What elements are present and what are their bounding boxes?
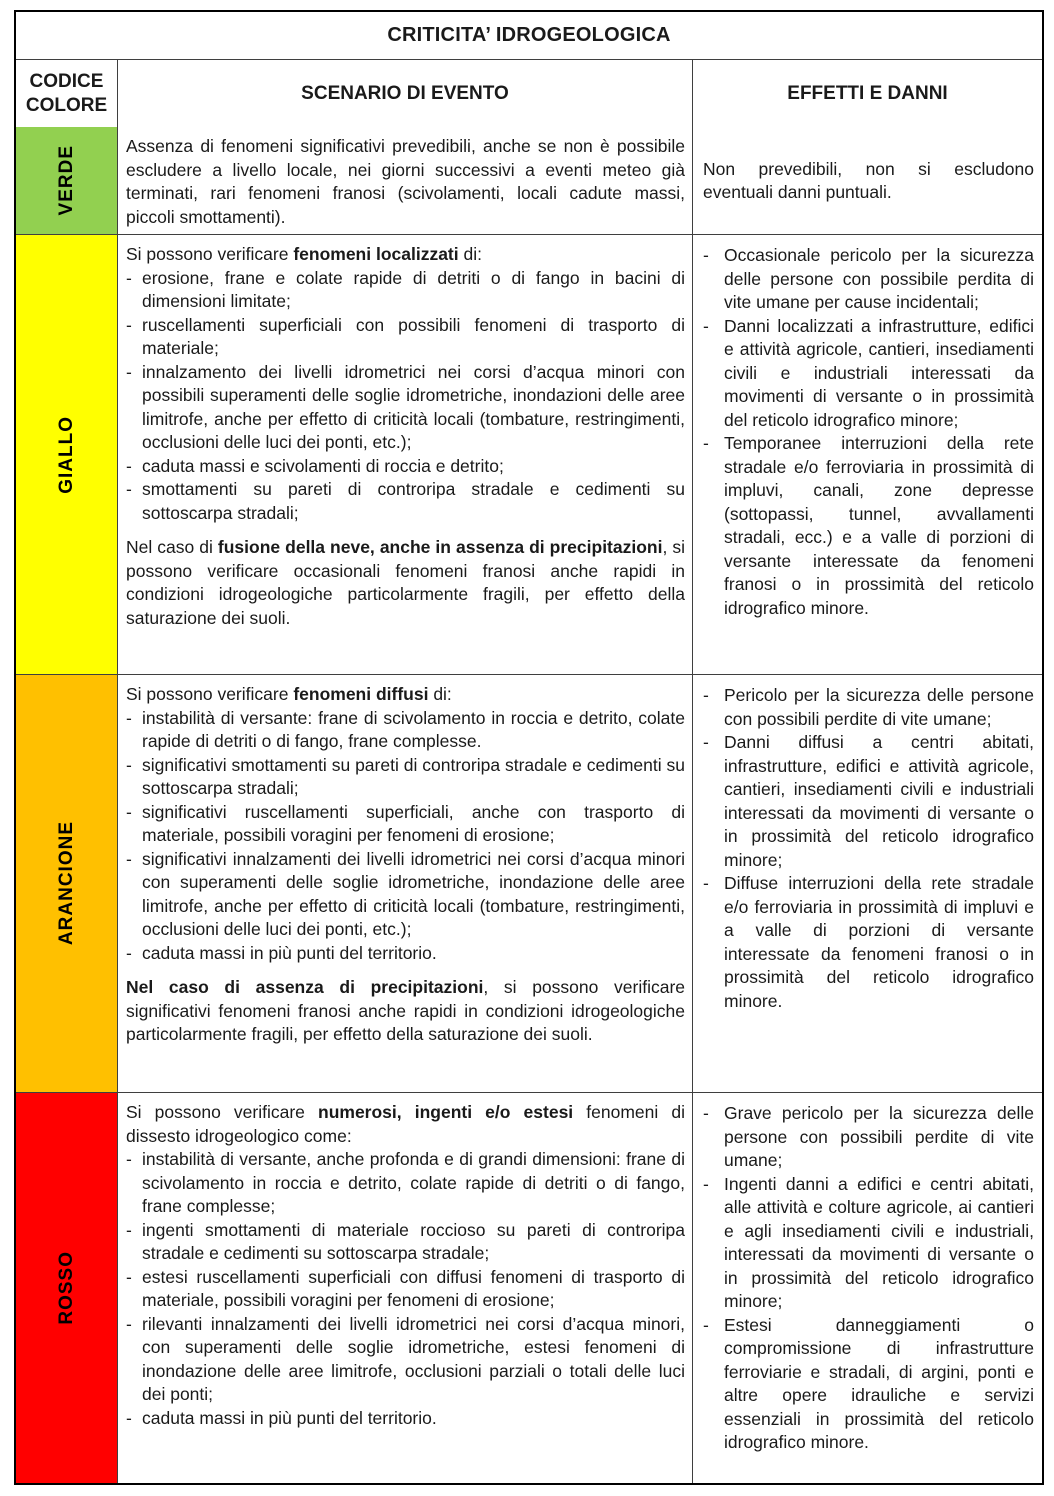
bullet-item <box>126 267 685 314</box>
text-run: Nel caso di <box>126 537 218 557</box>
bullet-text <box>142 754 685 801</box>
effects-cell-verde <box>692 127 1042 234</box>
bullet-dash: - <box>126 1266 132 1287</box>
bold-text-run: Nel caso di assenza di precipitazioni <box>126 977 484 997</box>
bullet-dash: - <box>126 1149 132 1169</box>
text-run: Occasionale pericolo per la sicurezza delle persone con possibile perdita di vite umane per cause incidentali; <box>724 245 1034 312</box>
text-run: caduta massi e scivolamenti di roccia e detrito; <box>142 455 504 476</box>
bullet-dash: - <box>703 1173 709 1194</box>
bullet-item <box>703 1173 1034 1314</box>
text-run: Si possono verificare <box>126 684 294 704</box>
column-header-scenario-di-evento: SCENARIO DI EVENTO <box>117 60 692 127</box>
color-code-cell-giallo <box>16 235 117 674</box>
text-run: fenomeni di dissesto idrogeologico come: <box>126 1102 685 1146</box>
bullet-text <box>142 1407 685 1431</box>
bullet-text <box>142 1148 685 1219</box>
bullet-item <box>703 731 1034 872</box>
text-run: Danni diffusi a centri abitati, infrastrutture, edifici e attività agricole, cantieri, insediamenti civili e industriali interessati da movimenti di versante o in prossimità del reticolo idrografico minore; <box>724 732 1034 870</box>
bullet-item <box>126 1148 685 1219</box>
table-title: CRITICITA’ IDROGEOLOGICA <box>387 24 671 46</box>
text-run: di: <box>458 244 482 264</box>
bullet-item <box>703 684 1034 731</box>
bullet-text <box>724 684 1034 731</box>
text-run: ruscellamenti superficiali con possibili fenomeni di trasporto di materiale; <box>142 314 685 358</box>
bullet-dash: - <box>126 1407 132 1428</box>
column-header-effetti-e-danni: EFFETTI E DANNI <box>692 60 1042 127</box>
bullet-item <box>126 1219 685 1266</box>
text-run: Diffuse interruzioni della rete stradale e/o ferroviaria in prossimità di impluvi e a valle di porzioni di versante interessate da fenomeni franosi o in prossimità del reticolo idrografico minore. <box>724 873 1034 1011</box>
text-run: , si possono verificare significativi fenomeni franosi anche rapidi in condizioni idrogeologiche particolarmente fragili, per effetto della saturazione dei suoli. <box>126 977 685 1044</box>
bullet-dash: - <box>703 433 709 453</box>
text-run: significativi innalzamenti dei livelli idrometrici nei corsi d’acqua minori con superamenti delle soglie idrometriche, inondazione delle aree limitrofe, anche per effetto di criticità locali (tombature, restringimenti, occlusioni delle luci dei ponti, etc.); <box>142 848 685 939</box>
text-run: Non prevedibili, non si escludono eventuali danni puntuali. <box>703 158 1034 202</box>
paragraph <box>126 536 685 630</box>
bullet-item <box>126 801 685 848</box>
color-code-label-giallo: GIALLO <box>55 415 77 494</box>
bullet-item <box>126 478 685 525</box>
bullet-dash: - <box>126 1313 132 1334</box>
bold-text-run: fenomeni diffusi <box>293 684 429 704</box>
bullet-dash: - <box>126 267 132 288</box>
row-rosso <box>16 1092 1042 1483</box>
color-code-cell-arancione <box>16 675 117 1092</box>
bullet-text <box>142 455 685 479</box>
bullet-item <box>703 432 1034 620</box>
bold-text-run: fusione della neve, anche in assenza di precipitazioni <box>217 537 663 557</box>
bullet-dash: - <box>703 685 709 705</box>
bullet-text <box>724 731 1034 872</box>
color-code-cell-verde <box>16 127 117 234</box>
bullet-dash: - <box>126 361 132 382</box>
bullet-dash: - <box>126 801 132 822</box>
paragraph <box>126 243 685 267</box>
effects-cell-giallo <box>692 235 1042 674</box>
text-run: Si possono verificare <box>126 1102 318 1122</box>
text-run: significativi ruscellamenti superficiali, anche con trasporto di materiale, possibili voragini per fenomeni di erosione; <box>142 801 685 845</box>
text-run: Estesi danneggiamenti o compromissione di infrastrutture ferroviarie e stradali, di argini, ponti e altre opere idrauliche e servizi essenziali in prossimità del reticolo idrografico minore. <box>724 1314 1034 1452</box>
text-run: Grave pericolo per la sicurezza delle persone con possibili perdite di vite umane; <box>724 1103 1034 1170</box>
bullet-text <box>724 1173 1034 1314</box>
bullet-text <box>142 1313 685 1407</box>
color-code-label-arancione: ARANCIONE <box>55 821 77 946</box>
bullet-item <box>703 315 1034 433</box>
bullet-dash: - <box>126 1219 132 1240</box>
bullet-item <box>126 707 685 754</box>
bullet-item <box>126 455 685 479</box>
bullet-dash: - <box>126 754 132 775</box>
row-verde <box>16 127 1042 234</box>
text-run: instabilità di versante, anche profonda e di grandi dimensioni: frane di scivolamento in roccia e detrito, colate rapide di detriti o di fango, frane complesse; <box>142 1149 685 1216</box>
bullet-item <box>126 1407 685 1431</box>
text-run: innalzamento dei livelli idrometrici nei corsi d’acqua minori con possibili superamenti delle soglie idrometriche, inondazioni delle aree limitrofe, anche per effetto di criticità locali (tombature, restringimenti, occlusioni delle luci dei ponti, etc.); <box>142 361 685 452</box>
bullet-text <box>142 848 685 942</box>
bullet-item <box>703 244 1034 315</box>
text-run: ingenti smottamenti di materiale roccioso su pareti di controripa stradale e cedimenti su sottoscarpa stradale; <box>142 1219 685 1263</box>
text-run: di: <box>428 684 452 704</box>
text-run: Assenza di fenomeni significativi prevedibili, anche se non è possibile escludere a livello locale, nei giorni successivi a eventi meteo già terminati, rari fenomeni franosi (scivolamenti, locali cadute massi, piccoli smottamenti). <box>126 136 685 227</box>
bullet-dash: - <box>703 315 709 336</box>
text-run: Ingenti danni a edifici e centri abitati, alle attività e colture agricole, ai cantieri e agli insediamenti civili e industriali, interessati da movimenti di versante o in prossimità del reticolo idrografico minore; <box>724 1173 1034 1311</box>
bullet-item <box>703 1314 1034 1455</box>
bullet-item <box>126 361 685 455</box>
bullet-dash: - <box>703 245 709 265</box>
text-run: caduta massi in più punti del territorio. <box>142 942 437 963</box>
bullet-text <box>724 244 1034 315</box>
scenario-cell-giallo <box>117 235 692 674</box>
bullet-dash: - <box>703 732 709 752</box>
text-run: caduta massi in più punti del territorio. <box>142 1407 437 1428</box>
bullet-item <box>126 942 685 966</box>
effects-cell-rosso <box>692 1093 1042 1483</box>
scenario-cell-verde <box>117 127 692 234</box>
text-run: rilevanti innalzamenti dei livelli idrometrici nei corsi d’acqua minori, con superamenti delle soglie idrometriche, estesi fenomeni di inondazione delle aree limitrofe, occlusioni parziali o totali delle luci dei ponti; <box>142 1313 685 1404</box>
color-code-cell-rosso <box>16 1093 117 1483</box>
text-run: Si possono verificare <box>126 244 294 264</box>
bullet-text <box>142 361 685 455</box>
color-code-label-rosso: ROSSO <box>55 1251 77 1325</box>
bullet-text <box>724 872 1034 1013</box>
color-code-label-verde: VERDE <box>55 145 77 216</box>
text-run: Danni localizzati a infrastrutture, edifici e attività agricole, cantieri, insediamenti civili e industriali interessati da movimenti di versante o in prossimità del reticolo idrografico minore; <box>724 315 1034 430</box>
bullet-item <box>126 314 685 361</box>
bullet-item <box>126 1266 685 1313</box>
bullet-dash: - <box>703 873 709 893</box>
bullet-text <box>724 315 1034 433</box>
effects-cell-arancione <box>692 675 1042 1092</box>
paragraph <box>703 158 1034 205</box>
row-arancione <box>16 674 1042 1092</box>
bullet-text <box>142 314 685 361</box>
paragraph <box>126 976 685 1047</box>
bullet-text <box>142 707 685 754</box>
text-run: erosione, frane e colate rapide di detriti o di fango in bacini di dimensioni limitate; <box>142 267 685 311</box>
bullet-text <box>142 942 685 966</box>
text-run: estesi ruscellamenti superficiali con diffusi fenomeni di trasporto di materiale, possibili voragini per fenomeni di erosione; <box>142 1266 685 1310</box>
table-title-row <box>16 12 1042 59</box>
text-run: Temporanee interruzioni della rete stradale e/o ferroviaria in prossimità di impluvi, canali, zone depresse (sottopassi, tunnel, avvallamenti stradali, ecc.) e a valle di porzioni di versante interessate da fenomeni franosi o in prossimità del reticolo idrografico minore. <box>724 433 1034 618</box>
bullet-text <box>142 267 685 314</box>
text-run: significativi smottamenti su pareti di controripa stradale e cedimenti su sottoscarpa stradali; <box>142 754 685 798</box>
table-body <box>16 127 1042 1483</box>
text-run: smottamenti su pareti di controripa stradale e cedimenti su sottoscarpa stradali; <box>142 479 685 523</box>
column-header-codice-colore: CODICE COLORE <box>25 70 108 116</box>
bold-text-run: fenomeni localizzati <box>293 244 459 264</box>
bullet-item <box>126 1313 685 1407</box>
bullet-dash: - <box>126 707 132 728</box>
bullet-text <box>142 478 685 525</box>
criticita-idrogeologica-table <box>14 10 1044 1485</box>
scenario-cell-rosso <box>117 1093 692 1483</box>
bullet-item <box>126 754 685 801</box>
bullet-item <box>703 872 1034 1013</box>
paragraph <box>126 135 685 229</box>
row-giallo <box>16 234 1042 674</box>
text-run: Pericolo per la sicurezza delle persone con possibili perdite di vite umane; <box>724 685 1034 729</box>
bullet-dash: - <box>126 848 132 869</box>
bullet-dash: - <box>126 479 132 499</box>
paragraph <box>126 683 685 707</box>
bullet-text <box>724 1314 1034 1455</box>
bullet-dash: - <box>703 1314 709 1335</box>
bullet-text <box>142 1266 685 1313</box>
bullet-dash: - <box>126 942 132 963</box>
scenario-cell-arancione <box>117 675 692 1092</box>
bullet-text <box>724 432 1034 620</box>
bullet-dash: - <box>126 455 132 476</box>
bullet-text <box>142 1219 685 1266</box>
bullet-dash: - <box>703 1103 709 1123</box>
bullet-text <box>724 1102 1034 1173</box>
bullet-item <box>703 1102 1034 1173</box>
bold-text-run: numerosi, ingenti e/o estesi <box>318 1102 574 1122</box>
bullet-text <box>142 801 685 848</box>
text-run: instabilità di versante: frane di scivolamento in roccia e detrito, colate rapide di detriti o di fango, frane complesse. <box>142 707 685 751</box>
table-header-row <box>16 59 1042 127</box>
paragraph <box>126 1101 685 1148</box>
bullet-dash: - <box>126 314 132 335</box>
text-run: , si possono verificare occasionali fenomeni franosi anche rapidi in condizioni idrogeologiche particolarmente fragili, per effetto della saturazione dei suoli. <box>126 537 685 628</box>
bullet-item <box>126 848 685 942</box>
